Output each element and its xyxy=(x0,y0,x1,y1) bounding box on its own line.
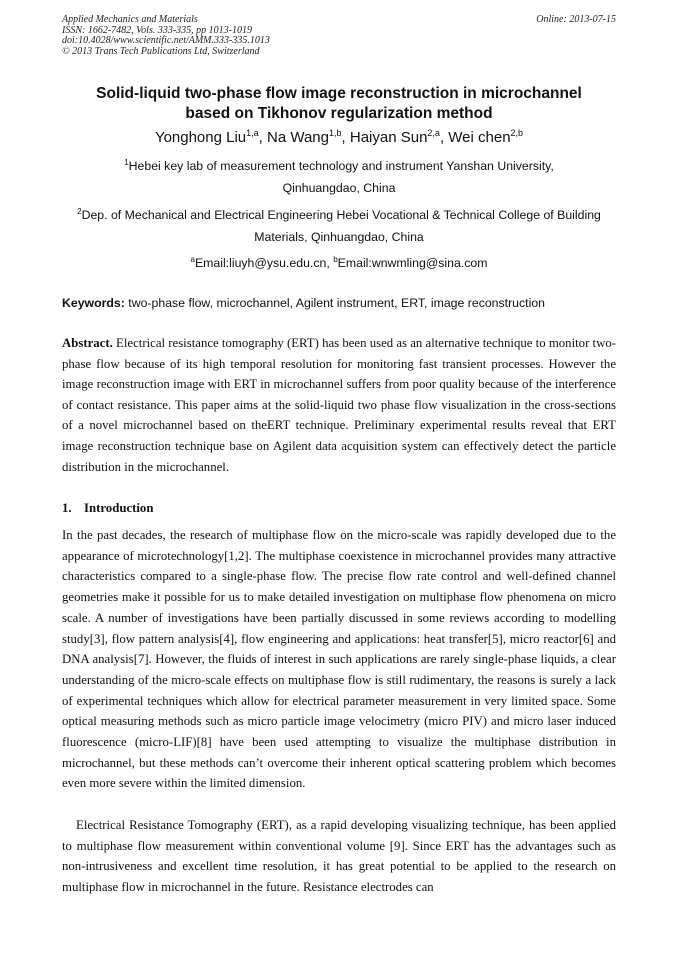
email-sup: a xyxy=(190,255,195,264)
email-sup: b xyxy=(333,255,338,264)
author-sup: 2,b xyxy=(510,128,524,138)
issn-line: ISSN: 1662-7482, Vols. 333-335, pp 1013-1019 xyxy=(62,24,252,36)
affiliation-sup: 1 xyxy=(124,158,129,167)
author-sup: 1,b xyxy=(329,128,342,138)
keywords xyxy=(62,293,616,313)
affiliation-1 xyxy=(62,155,616,199)
abstract-label: Abstract. xyxy=(62,336,113,350)
affiliation-line-2: Qinhuangdao, China xyxy=(282,181,396,195)
journal-header xyxy=(62,15,616,57)
section-title: Introduction xyxy=(84,501,154,515)
email-address: Email:wnwmling@sina.com xyxy=(337,256,488,270)
abstract xyxy=(62,333,616,477)
affiliation-sup: 2 xyxy=(77,207,82,216)
email-line xyxy=(62,252,616,274)
keywords-text: two-phase flow, microchannel, Agilent instrument, ERT, image reconstruction xyxy=(124,296,545,310)
author-separator: , xyxy=(341,129,350,146)
author-name: Yonghong Liu xyxy=(154,129,247,146)
intro-paragraph-2: Electrical Resistance Tomography (ERT), as a rapid developing visualizing technique, has been applied to multiphase flow measurement within conventional volume [9]. Since ERT has the advantages such as non-intrusiveness and excellent time resolution, it has great potential to be applied to the research on multiphase flow in microchannel in the future. Resistance electrodes can xyxy=(62,818,616,895)
author-name: Wei chen xyxy=(448,129,511,146)
abstract-text: Electrical resistance tomography (ERT) has been used as an alternative technique to monitor two-phase flow because of its high temporal resolution for monitoring fast transient processes. However the image reconstruction image with ERT in microchannel suffers from poor quality because of the interference of contact resistance. This paper aims at the solid-liquid two phase flow visualization in the cross-sections of a novel microchannel based on theERT technique. Preliminary experimental results reveal that ERT image reconstruction technique base on Agilent data acquisition system can effectively detect the particle distribution in the microchannel. xyxy=(62,336,616,474)
affiliation-line-1: Dep. of Mechanical and Electrical Engineering Hebei Vocational & Technical College of Building xyxy=(81,208,601,222)
author-sup: 1,a xyxy=(246,128,259,138)
section-heading xyxy=(62,498,616,518)
affiliation-2 xyxy=(62,204,616,248)
paper-title xyxy=(62,84,616,123)
doi-line: doi:10.4028/www.scientific.net/AMM.333-335.1013 xyxy=(62,35,270,47)
author-separator: , xyxy=(439,129,449,146)
author-name: Haiyan Sun xyxy=(349,129,428,146)
copyright-line: © 2013 Trans Tech Publications Ltd, Switzerland xyxy=(62,45,260,57)
section-number: 1. xyxy=(62,501,72,515)
journal-name: Applied Mechanics and Materials xyxy=(62,14,198,25)
title-line-2: based on Tikhonov regularization method xyxy=(185,104,493,122)
title-line-1: Solid-liquid two-phase flow image reconstruction in microchannel xyxy=(96,85,582,102)
author-name: Na Wang xyxy=(267,129,329,146)
author-sup: 2,a xyxy=(427,128,440,138)
online-date: Online: 2013-07-15 xyxy=(536,14,616,25)
keywords-label: Keywords: xyxy=(62,296,125,310)
email-separator: , xyxy=(326,256,334,270)
affiliation-line-1: Hebei key lab of measurement technology and instrument Yanshan University, xyxy=(128,159,554,173)
author-list xyxy=(62,128,616,148)
email-address: Email:liuyh@ysu.edu.cn xyxy=(194,256,327,270)
intro-paragraph-1: In the past decades, the research of multiphase flow on the micro-scale was rapidly developed due to the appearance of microtechnology[1,2]. The multiphase coexistence in microchannel provides many attractive characteristics compared to a single-phase flow. The precise flow rate control and well-defined channel geometries make it possible for us to make detailed investigation on multiphase flow phenomena on micro scale. A number of investigations have been partially discussed in some reviews according to modelling study[3], flow pattern analysis[4], flow engineering and applications: heat transfer[5], micro reactor[6] and DNA analysis[7]. However, the fluids of interest in such applications are rarely single-phase liquids, a clear understanding of the micro-scale effects on multiphase flow is still rudimentary, the reasons is surely a lack of experimental techniques which allow for electrical parameter measurement in very limited space. Some optical measuring methods such as micro particle image velocimetry (micro PIV) and micro laser induced fluorescence (micro-LIF)[8] have been used attempting to visualize the multiphase distribution in microchannel, but these methods can’t overcome their inherent optical scattering problem which becomes even more severe within the limited dimension. xyxy=(62,528,616,791)
affiliation-line-2: Materials, Qinhuangdao, China xyxy=(254,230,424,244)
author-separator: , xyxy=(258,129,268,146)
